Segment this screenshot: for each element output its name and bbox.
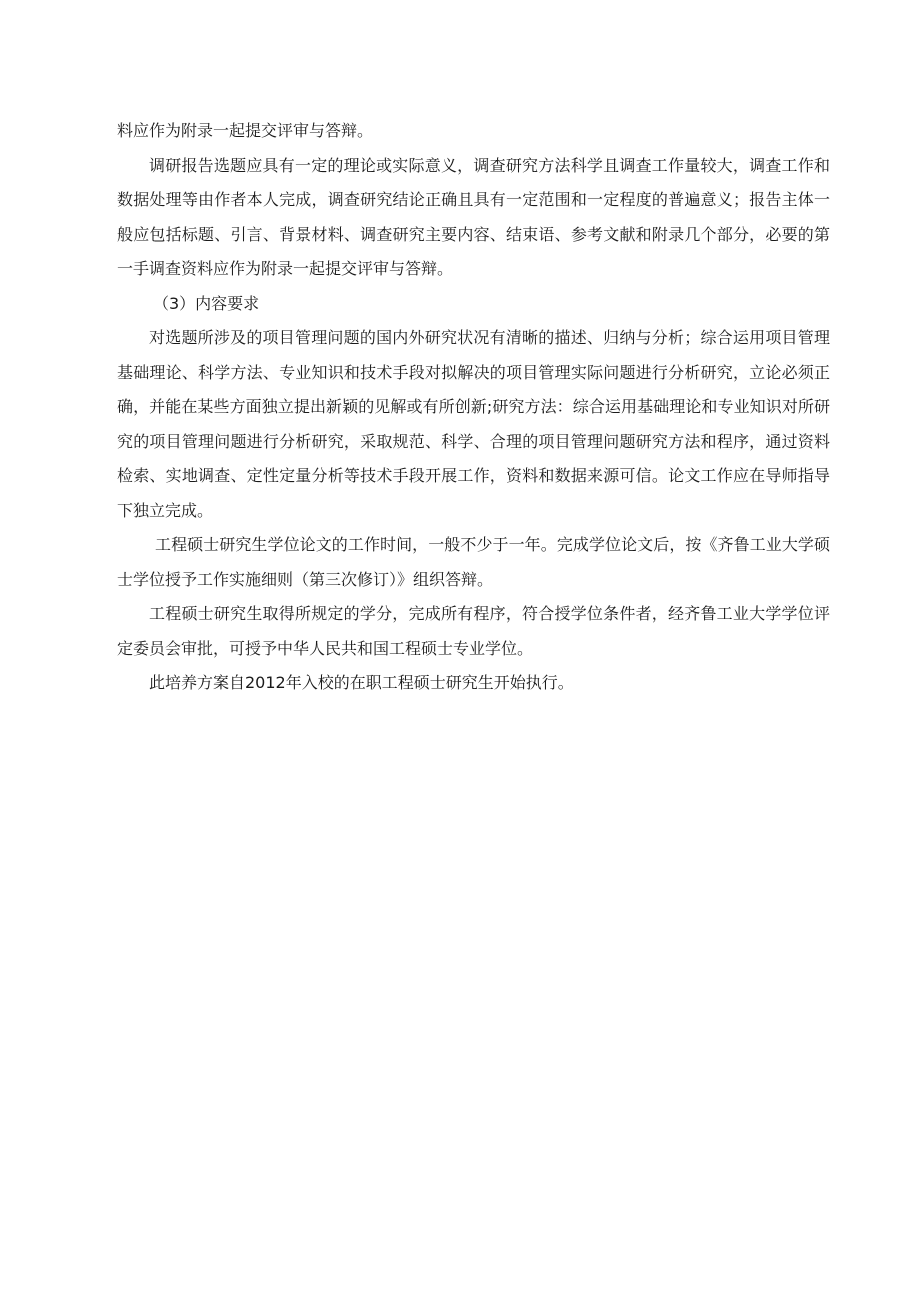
paragraph-survey-report: 调研报告选题应具有一定的理论或实际意义，调查研究方法科学且调查工作量较大，调查工作和数据处理等由作者本人完成，调查研究结论正确且具有一定范围和一定程度的普遍意义；报告主体一般应包括标题、引言、背景材料、调查研究主要内容、结束语、参考文献和附录几个部分，必要的第一手调查资料应作为附录一起提交评审与答辩。 [117, 155, 830, 278]
document-body [117, 114, 830, 701]
paragraph-continuation: 料应作为附录一起提交评审与答辩。 [117, 121, 374, 140]
section-heading-content-requirements: （3）内容要求 [153, 293, 260, 313]
paragraph-degree-award: 工程硕士研究生取得所规定的学分，完成所有程序，符合授学位条件者，经齐鲁工业大学学位评定委员会审批，可授予中华人民共和国工程硕士专业学位。 [117, 604, 830, 658]
paragraph-thesis-duration: 工程硕士研究生学位论文的工作时间，一般不少于一年。完成学位论文后，按《齐鲁工业大学硕士学位授予工作实施细则（第三次修订）》组织答辩。 [117, 535, 830, 589]
paragraph-effective-date: 此培养方案自2012年入校的在职工程硕士研究生开始执行。 [149, 673, 574, 692]
paragraph-content-requirements: 对选题所涉及的项目管理问题的国内外研究状况有清晰的描述、归纳与分析；综合运用项目管理基础理论、科学方法、专业知识和技术手段对拟解决的项目管理实际问题进行分析研究，立论必须正确，并能在某些方面独立提出新颖的见解或有所创新;研究方法：综合运用基础理论和专业知识对所研究的项目管理问题进行分析研究，采取规范、科学、合理的项目管理问题研究方法和程序，通过资料检索、实地调查、定性定量分析等技术手段开展工作，资料和数据来源可信。论文工作应在导师指导下独立完成。 [117, 328, 830, 520]
